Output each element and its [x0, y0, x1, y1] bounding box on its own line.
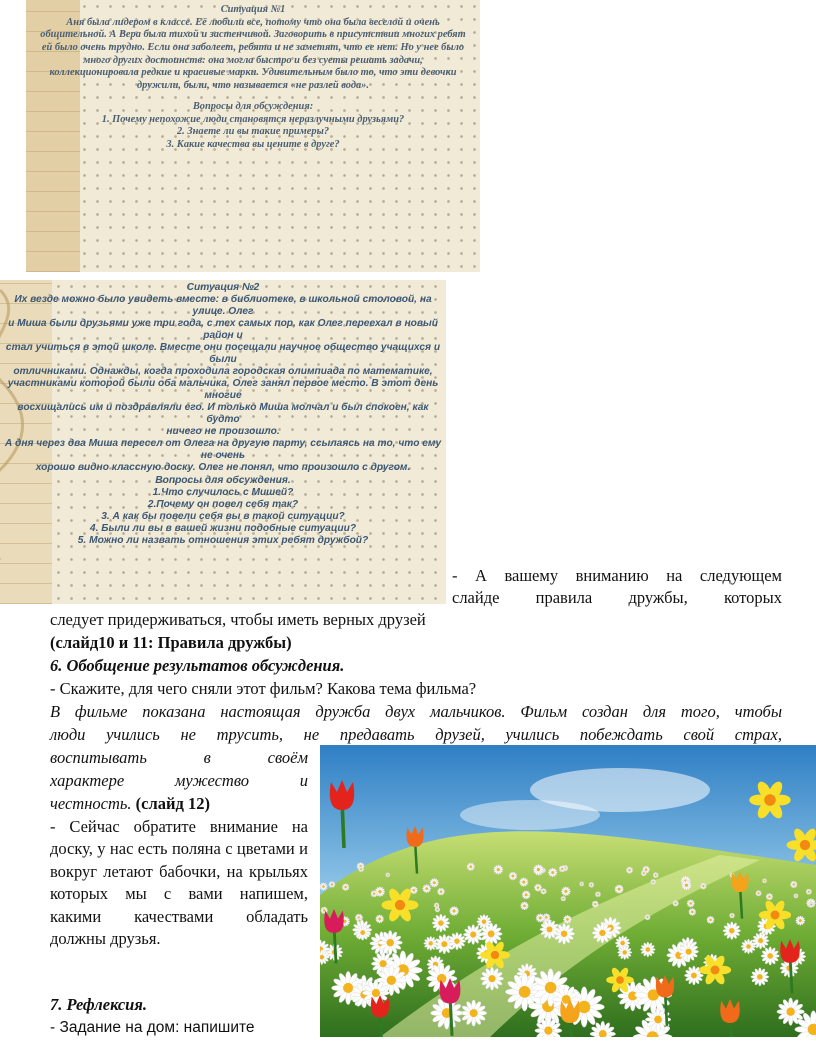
slide-line: 1. Почему непохожие люди становятся неразлучными друзьями? — [101, 113, 405, 125]
slide-line: 3. А как бы повели себя вы в такой ситуации? — [101, 510, 345, 522]
slide-line: отличниками. Однажды, когда проходила городская олимпиада по математике, — [13, 366, 433, 378]
slide-line: Их везде можно было увидеть вместе: в библиотеке, в школьной столовой, на улице. Олег — [14, 294, 432, 318]
board-paragraph: - Сейчас обратите внимание на доску, у нас есть поляна с цветами и вокруг летают бабочки, на крыльях которых мы с вами напишем, какими качествами обладать должны друзья. — [50, 817, 308, 949]
slide-line: 3. Какие качества вы цените в друге? — [166, 138, 340, 150]
film-answer-line-4: характере мужество и — [50, 771, 308, 790]
slide-line: Вопросы для обсуждения: — [192, 100, 314, 112]
slide-line: 1.Что случилось с Мишей? — [152, 486, 294, 498]
slide-line: много других достоинств: она могла быстро и без суеты решать задачи, — [83, 54, 423, 66]
slide-line: участниками которой были оба мальчика, Олег занял первое место. В этот день многие — [7, 378, 439, 402]
slide-line: 2.Почему он повел себя так? — [147, 498, 299, 510]
next-slide-line-3: следует придерживаться, чтобы иметь верных друзей — [50, 610, 426, 629]
film-question: - Скажите, для чего сняли этот фильм? Какова тема фильма? — [50, 679, 477, 698]
film-answer-line-5 — [50, 793, 210, 815]
slide-line: Ситуация №2 — [186, 282, 260, 293]
slide-line: А дня через два Миша пересел от Олега на другую парту, ссылаясь на то, что ему не очень — [4, 438, 442, 462]
slide-line: Аня была лидером в классе. Её любили все, потому что она была веселой и очень — [66, 16, 440, 28]
slide-line: ничего не произошло. — [166, 426, 280, 438]
slide-reference-12: (слайд 12) — [131, 794, 210, 813]
slide-line: 2. Знаете ли вы такие примеры? — [176, 126, 330, 138]
section-7-heading: 7. Рефлексия. — [50, 995, 147, 1014]
situation-1-slide — [26, 0, 480, 272]
slide-line: стал учиться в этой школе. Вместе они посещали научное общество учащихся и были — [5, 342, 441, 366]
slide-line: общительной. А Вера была тихой и застенчивой. Заговорить в присутствии многих ребят — [40, 29, 466, 41]
flower-meadow-image — [320, 745, 816, 1037]
slide-line: и Миша были друзьями уже три года, с тех самых пор, как Олег переехал в новый район и — [8, 318, 438, 342]
section-6-heading: 6. Обобщение результатов обсуждения. — [50, 656, 345, 675]
film-answer-line-3: воспитывать в своём — [50, 748, 308, 767]
film-answer-end: честность. — [50, 794, 132, 813]
next-slide-line-1: - А вашему вниманию на следующем — [452, 566, 782, 585]
situation-2-text — [0, 282, 446, 547]
slide-spacer — [26, 93, 480, 101]
slide-line: 4. Были ли вы в вашей жизни подобные ситуации? — [89, 522, 357, 534]
film-answer-line-2: люди учились не трусить, не предавать друзей, учились побеждать свой страх, — [50, 725, 782, 744]
situation-2-slide — [0, 280, 446, 604]
slide-line: коллекционировала редкие и красивые марки. Удивительным было то, что эти девочки — [49, 67, 457, 79]
next-slide-line-2: слайде правила дружбы, которых — [452, 588, 782, 607]
slide-line: Ситуация №1 — [220, 4, 286, 15]
situation-1-text — [26, 4, 480, 152]
slide-line: Вопросы для обсуждения. — [155, 474, 291, 486]
cloud-shape — [460, 800, 600, 830]
slide-line: дружили, были, что называется «не разлей вода». — [137, 80, 369, 92]
film-answer-line-1: В фильме показана настоящая дружба двух мальчиков. Фильм создан для того, чтобы — [50, 702, 782, 721]
slide-line: ей было очень трудно. Если она заболеет, ребята и не заметят, что ее нет. Но у нее было — [41, 42, 465, 54]
slide-reference-rules: (слайд10 и 11: Правила дружбы) — [50, 633, 292, 652]
slide-line: 5. Можно ли назвать отношения этих ребят дружбой? — [77, 534, 369, 546]
slide-line: восхищались им и поздравляли его. И только Миша молчал и был спокоен, как будто — [17, 402, 429, 426]
homework-line: - Задание на дом: напишите — [50, 1019, 255, 1036]
slide-line: хорошо видно классную доску. Олег не понял, что произошло с другом. — [35, 462, 411, 474]
